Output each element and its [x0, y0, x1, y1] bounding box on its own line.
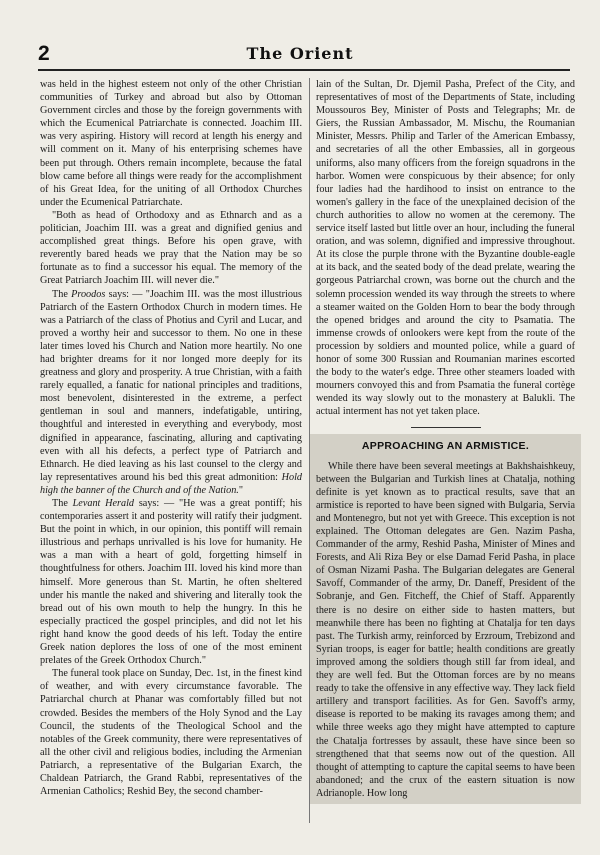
funeral-paragraph-continued: lain of the Sultan, Dr. Djemil Pasha, Prefect of the City, and representatives of most of the Departments of State, including Moussouros Bey, Minister of Posts and Telegraphs; Mr. de Giers, the Russian Ambassador, M. Mischu, the Roumanian Minister, Messrs. Philip and Tarler of the American Embassy, and secretaries of all the other Embassies, all in gorgeous uniforms, also many officers from the foreign squadrons in the harbor. Women were conspicuous by their absence; for only four ladies had the hardihood to insist on entrance to the women's gallery in the face of the unexplained decision of the church authorities to allow no women at the ceremony. The service itself lasted but little over an hour, including the funeral oration, and was solemn, dignified and impressive throughout. At its close the purple throne with the Byzantine double-eagle at its back, and the seated body of the dead prelate, wearing the gorgeous Patriarchal crown, was borne out the church and the solemn procession wended its way through the streets to where a steamer waited on the Golden Horn to bear the body through the opened bridges and around the city to Psamatia. The immense crowds of onlookers were kept from the route of the procession by soldiers and mounted police, while a guard of honor of some 300 Russian and Roumanian marines escorted the body to the water's edge. Three other steamers loaded with mourners convoyed this and from Psamatia the funeral cortège wended its way slowly out to the monastery at Balukli. The actual interment has not yet taken place.	[316, 79, 575, 418]
text-run: The	[52, 288, 72, 300]
paragraph: was held in the highest esteem not only of the other Christian communities of Turkey and abroad but also by Ottoman Government circles and those by the foreign governments with which the Ecumenical Patriarchate is connected. Joachim III. was very aspiring. History will record at length his energy and will comment on it. Many of his enterprising schemes have been put through. Others remain incomplete, because the fatal blow came before all things were ready for the accomplishment of his Great Idea, for the uniting of all Orthodox Churches under the Ecumenical Patriarchate.	[40, 79, 302, 208]
funeral-paragraph: The funeral took place on Sunday, Dec. 1st, in the finest kind of weather, and with every circumstance favorable. The Patriarchal church at Phanar was comfortably filled but not crowded. Besides the members of the Holy Synod and the Lay Council, the students of the Theological School and the notables of the Greek community, there were representatives of all the other civil and religious bodies, including the Armenian Patriarch, a representative of the Bulgarian Exarch, the Chaldean Patriarch, the Grand Rabbi, representatives of the Armenian Catholics; Reshid Bey, the second chamber-	[40, 668, 302, 798]
armistice-article	[310, 434, 581, 804]
proodos-quote	[40, 288, 302, 498]
armistice-paragraph: While there have been several meetings at Bakhshaishkeuy, between the Bulgarian and Turkish lines at Chatalja, nothing definite is yet known as to practical results, save that an armistice is reported to have been signed with Bulgaria, Servia and Montenegro, but not yet with Greece. This exception is not explained. The Ottoman delegates are Gen. Nazim Pasha, Commander of the army, Reshid Pasha, Minister of Mines and Forests, and Ali Riza Bey or else Damad Ferid Pasha, in place of Osman Nizami Pasha. The Bulgarian delegates are General Savoff, Commander of the army, Dr. Daneff, President of the Sobranje, and Gen. Fitcheff, the Chief of Staff. Apparently there is no desire on either side to hasten matters, but meanwhile there has been no fighting at Chatalja for ten days past. The Turkish army, reinforced by Erzroum, Trebizond and Syrian troops, is eager for battle; health conditions are greatly improved among the soldiers though still far from ideal, and they are well fed. But the Ottoman forces are by no means ready to take the offensive in any effective way. They lack field artillery and transport facilities. As for Gen. Savoff's army, disease is reported to be making its ravages among them; and while three weeks ago they might have attempted to capture the Chatalja fortresses by assault, these have since been so strengthened that that seems now out of the question. All thought of attempting to capture the capital seems to have been abandoned; and the crux of the eastern situation is now Adrianople. How long	[316, 460, 576, 799]
newspaper-name: Proodos	[71, 288, 106, 300]
section-divider	[411, 427, 481, 428]
right-column	[316, 78, 575, 804]
running-title: The Orient	[246, 44, 354, 63]
newspaper-name: Levant Herald	[72, 498, 135, 509]
text-run: The	[52, 498, 73, 509]
quote-paragraph: "Both as head of Orthodoxy and as Ethnarch and as a politician, Joachim III. was a great and dignified genius and accomplished great things. Before his open grave, with reverently bared heads we pray that the Nation may be so fortunate as to find a successor his equal. The memory of the Great Patriarch Joachim III. will never die."	[40, 209, 302, 287]
levant-herald-quote	[40, 497, 302, 667]
text-run: says: — "Joachim III. was the most illustrious Patriarch of the Eastern Orthodox Church in modern times. He was a Patriarch of the class of Photius and Cyril and Lucar, and proved a worthy heir and successor to them. No one in these later times loved his Church and Nation more heartily. No one had brighter dreams for it nor longed more deeply for its greatness and glory and prosperity. A true Christian, with a faith rarely equalled, a fanatic for national principles and traditions, most benevolent, disinterested in the extreme, a perfect gentleman in soul and manners, indefatigable, untiring, thoughtful and interested in everything and everybody, most dignified in appearance, fascinating, alluring and captivating even with all his defects, a perfect type of Patriarch and Ethnarch. He died leaving as his last counsel to the clergy and lay representatives around his bed this great admonition:	[40, 288, 302, 483]
section-heading: APPROACHING AN ARMISTICE.	[361, 440, 530, 453]
page-number: 2	[38, 42, 50, 65]
text-run: says: — "He was a great pontiff; his contemporaries assert it and posterity will ratify their judgment. But the point in which, in our opinion, this pontiff will remain illustrious and perhaps unrivalled is his love for humanity. He was a man with a heart of gold, forgetting himself in thoughtfulness for others. Joachim III. loved his kind more than himself. More generous than St. Martin, he often sheltered under his mantle the naked and shivering and literally took the bread out of his own mouth to help the hungry. In this he especially practiced the gospel principles, and did not let his right hand know the good deeds of his left. Today the entire Greek nation deplores the loss of one of the most eminent prelates of the Greek Orthodox Church."	[40, 498, 302, 667]
header-rule	[38, 69, 570, 71]
text-run: "	[238, 484, 244, 496]
left-column	[40, 78, 302, 798]
admonition: Hold high the banner of the Church and of the Nation.	[40, 471, 302, 496]
